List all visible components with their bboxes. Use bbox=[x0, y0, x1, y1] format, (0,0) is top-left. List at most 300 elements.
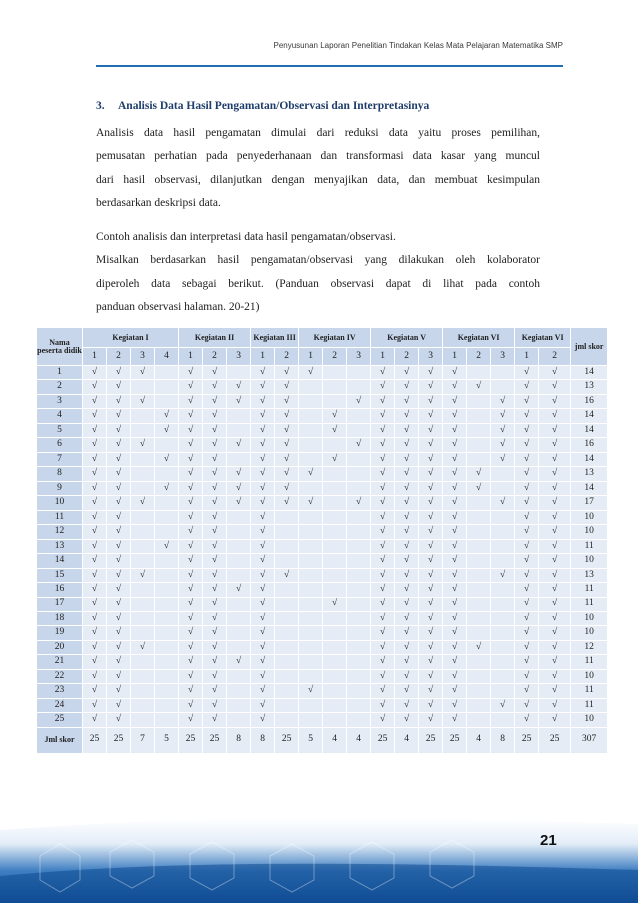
check-cell: √ bbox=[107, 438, 131, 452]
check-cell: √ bbox=[539, 626, 571, 640]
check-cell: √ bbox=[395, 640, 419, 654]
check-cell: √ bbox=[395, 713, 419, 727]
check-cell: √ bbox=[275, 366, 299, 380]
check-cell: √ bbox=[539, 380, 571, 394]
check-cell bbox=[299, 409, 323, 423]
check-cell: √ bbox=[83, 525, 107, 539]
check-cell: √ bbox=[203, 669, 227, 683]
check-cell: √ bbox=[443, 698, 467, 712]
check-cell: √ bbox=[371, 409, 395, 423]
check-cell: √ bbox=[539, 583, 571, 597]
check-cell: √ bbox=[251, 698, 275, 712]
check-cell: √ bbox=[419, 380, 443, 394]
score-cell: 10 bbox=[571, 713, 608, 727]
check-cell: √ bbox=[419, 554, 443, 568]
check-cell: √ bbox=[179, 452, 203, 466]
item-number: 2 bbox=[467, 348, 491, 366]
student-number: 12 bbox=[37, 525, 83, 539]
check-cell: √ bbox=[515, 611, 539, 625]
check-cell: √ bbox=[443, 597, 467, 611]
check-cell bbox=[467, 655, 491, 669]
check-cell: √ bbox=[419, 597, 443, 611]
score-cell: 16 bbox=[571, 394, 608, 408]
student-number: 4 bbox=[37, 409, 83, 423]
check-cell: √ bbox=[251, 366, 275, 380]
check-cell: √ bbox=[419, 438, 443, 452]
check-cell: √ bbox=[395, 684, 419, 698]
check-cell: √ bbox=[107, 496, 131, 510]
check-cell bbox=[491, 640, 515, 654]
check-cell bbox=[347, 583, 371, 597]
check-cell: √ bbox=[251, 539, 275, 553]
check-cell: √ bbox=[419, 366, 443, 380]
item-number: 1 bbox=[83, 348, 107, 366]
check-cell bbox=[155, 655, 179, 669]
check-cell: √ bbox=[251, 626, 275, 640]
check-cell bbox=[491, 510, 515, 524]
check-cell: √ bbox=[275, 568, 299, 582]
check-cell bbox=[131, 539, 155, 553]
check-cell: √ bbox=[395, 409, 419, 423]
check-cell bbox=[299, 394, 323, 408]
column-total: 25 bbox=[371, 727, 395, 753]
check-cell: √ bbox=[371, 583, 395, 597]
check-cell: √ bbox=[107, 611, 131, 625]
check-cell bbox=[323, 583, 347, 597]
check-cell: √ bbox=[275, 467, 299, 481]
check-cell: √ bbox=[443, 452, 467, 466]
kegiatan-header: Kegiatan I bbox=[83, 328, 179, 348]
check-cell: √ bbox=[371, 366, 395, 380]
check-cell bbox=[467, 669, 491, 683]
check-cell bbox=[323, 669, 347, 683]
check-cell: √ bbox=[179, 423, 203, 437]
check-cell bbox=[323, 554, 347, 568]
paragraph-line: diperoleh data sebagai berikut. (Panduan observasi dapat di lihat pada contoh bbox=[96, 277, 540, 290]
check-cell: √ bbox=[395, 380, 419, 394]
check-cell bbox=[155, 583, 179, 597]
check-cell bbox=[347, 510, 371, 524]
table-row bbox=[37, 684, 608, 698]
check-cell: √ bbox=[515, 684, 539, 698]
check-cell: √ bbox=[515, 467, 539, 481]
column-total: 8 bbox=[251, 727, 275, 753]
check-cell: √ bbox=[515, 452, 539, 466]
check-cell bbox=[491, 467, 515, 481]
column-total: 5 bbox=[155, 727, 179, 753]
check-cell: √ bbox=[179, 380, 203, 394]
check-cell: √ bbox=[203, 684, 227, 698]
check-cell: √ bbox=[251, 510, 275, 524]
check-cell: √ bbox=[515, 597, 539, 611]
check-cell: √ bbox=[83, 452, 107, 466]
check-cell: √ bbox=[539, 438, 571, 452]
check-cell: √ bbox=[179, 510, 203, 524]
check-cell: √ bbox=[251, 423, 275, 437]
check-cell bbox=[323, 684, 347, 698]
check-cell bbox=[299, 626, 323, 640]
check-cell: √ bbox=[179, 669, 203, 683]
item-number: 2 bbox=[203, 348, 227, 366]
check-cell: √ bbox=[371, 626, 395, 640]
check-cell: √ bbox=[419, 640, 443, 654]
check-cell: √ bbox=[227, 438, 251, 452]
check-cell: √ bbox=[107, 568, 131, 582]
check-cell bbox=[299, 438, 323, 452]
check-cell bbox=[131, 380, 155, 394]
check-cell bbox=[227, 510, 251, 524]
table-row bbox=[37, 438, 608, 452]
kegiatan-header: Kegiatan V bbox=[371, 328, 443, 348]
table-row bbox=[37, 698, 608, 712]
column-total: 4 bbox=[347, 727, 371, 753]
check-cell: √ bbox=[203, 380, 227, 394]
check-cell: √ bbox=[395, 554, 419, 568]
table-row bbox=[37, 583, 608, 597]
check-cell: √ bbox=[83, 496, 107, 510]
paragraph-line: Misalkan berdasarkan hasil pengamatan/observasi yang dilakukan oleh kolaborator bbox=[96, 254, 540, 267]
check-cell bbox=[347, 409, 371, 423]
check-cell: √ bbox=[155, 423, 179, 437]
check-cell: √ bbox=[515, 409, 539, 423]
check-cell: √ bbox=[419, 525, 443, 539]
check-cell: √ bbox=[443, 423, 467, 437]
student-number: 8 bbox=[37, 467, 83, 481]
check-cell: √ bbox=[179, 481, 203, 495]
check-cell: √ bbox=[179, 698, 203, 712]
check-cell: √ bbox=[83, 583, 107, 597]
check-cell: √ bbox=[539, 510, 571, 524]
check-cell bbox=[131, 655, 155, 669]
check-cell: √ bbox=[419, 655, 443, 669]
check-cell: √ bbox=[107, 467, 131, 481]
check-cell: √ bbox=[419, 684, 443, 698]
check-cell bbox=[347, 554, 371, 568]
check-cell bbox=[299, 611, 323, 625]
check-cell bbox=[227, 554, 251, 568]
check-cell: √ bbox=[515, 525, 539, 539]
check-cell bbox=[347, 481, 371, 495]
check-cell: √ bbox=[155, 452, 179, 466]
check-cell: √ bbox=[515, 380, 539, 394]
check-cell: √ bbox=[203, 583, 227, 597]
check-cell: √ bbox=[491, 496, 515, 510]
check-cell bbox=[131, 467, 155, 481]
check-cell: √ bbox=[107, 423, 131, 437]
check-cell: √ bbox=[419, 611, 443, 625]
check-cell bbox=[467, 611, 491, 625]
check-cell: √ bbox=[275, 423, 299, 437]
item-number: 3 bbox=[491, 348, 515, 366]
check-cell bbox=[299, 539, 323, 553]
check-cell: √ bbox=[155, 481, 179, 495]
check-cell: √ bbox=[515, 554, 539, 568]
check-cell: √ bbox=[323, 597, 347, 611]
check-cell bbox=[323, 481, 347, 495]
check-cell bbox=[155, 510, 179, 524]
check-cell: √ bbox=[443, 366, 467, 380]
check-cell bbox=[323, 713, 347, 727]
check-cell: √ bbox=[83, 698, 107, 712]
check-cell: √ bbox=[155, 539, 179, 553]
check-cell bbox=[299, 597, 323, 611]
check-cell bbox=[155, 626, 179, 640]
check-cell: √ bbox=[419, 568, 443, 582]
check-cell: √ bbox=[203, 554, 227, 568]
check-cell bbox=[347, 568, 371, 582]
student-number: 7 bbox=[37, 452, 83, 466]
check-cell: √ bbox=[275, 481, 299, 495]
check-cell: √ bbox=[83, 684, 107, 698]
check-cell: √ bbox=[443, 438, 467, 452]
check-cell: √ bbox=[443, 467, 467, 481]
check-cell: √ bbox=[371, 510, 395, 524]
check-cell: √ bbox=[539, 684, 571, 698]
check-cell bbox=[323, 640, 347, 654]
check-cell: √ bbox=[395, 423, 419, 437]
student-number: 23 bbox=[37, 684, 83, 698]
check-cell bbox=[275, 597, 299, 611]
check-cell bbox=[491, 554, 515, 568]
table-foot bbox=[37, 727, 608, 753]
check-cell: √ bbox=[203, 467, 227, 481]
check-cell: √ bbox=[107, 380, 131, 394]
check-cell bbox=[155, 438, 179, 452]
score-cell: 11 bbox=[571, 698, 608, 712]
check-cell bbox=[467, 597, 491, 611]
check-cell: √ bbox=[491, 568, 515, 582]
check-cell: √ bbox=[107, 366, 131, 380]
check-cell: √ bbox=[443, 409, 467, 423]
check-cell: √ bbox=[371, 713, 395, 727]
item-number: 2 bbox=[275, 348, 299, 366]
column-total: 5 bbox=[299, 727, 323, 753]
check-cell: √ bbox=[539, 366, 571, 380]
check-cell: √ bbox=[131, 366, 155, 380]
score-cell: 11 bbox=[571, 597, 608, 611]
check-cell: √ bbox=[275, 452, 299, 466]
running-header: Penyusunan Laporan Penelitian Tindakan Kelas Mata Pelajaran Matematika SMP bbox=[273, 41, 563, 50]
check-cell bbox=[491, 539, 515, 553]
check-cell: √ bbox=[419, 626, 443, 640]
item-number: 2 bbox=[323, 348, 347, 366]
table-row bbox=[37, 626, 608, 640]
check-cell: √ bbox=[179, 568, 203, 582]
check-cell bbox=[347, 597, 371, 611]
check-cell: √ bbox=[371, 394, 395, 408]
check-cell: √ bbox=[83, 467, 107, 481]
student-number: 20 bbox=[37, 640, 83, 654]
check-cell: √ bbox=[539, 597, 571, 611]
check-cell: √ bbox=[203, 713, 227, 727]
check-cell bbox=[347, 366, 371, 380]
check-cell: √ bbox=[443, 496, 467, 510]
check-cell: √ bbox=[179, 713, 203, 727]
check-cell: √ bbox=[491, 698, 515, 712]
check-cell: √ bbox=[107, 597, 131, 611]
check-cell: √ bbox=[395, 525, 419, 539]
check-cell: √ bbox=[251, 481, 275, 495]
check-cell bbox=[227, 525, 251, 539]
check-cell: √ bbox=[443, 655, 467, 669]
header-rule bbox=[96, 65, 563, 67]
check-cell: √ bbox=[203, 626, 227, 640]
check-cell: √ bbox=[371, 640, 395, 654]
student-number: 3 bbox=[37, 394, 83, 408]
table-row bbox=[37, 409, 608, 423]
check-cell: √ bbox=[539, 409, 571, 423]
check-cell: √ bbox=[179, 597, 203, 611]
check-cell: √ bbox=[299, 496, 323, 510]
check-cell bbox=[299, 655, 323, 669]
check-cell bbox=[347, 626, 371, 640]
student-number: 18 bbox=[37, 611, 83, 625]
check-cell bbox=[491, 626, 515, 640]
check-cell: √ bbox=[395, 698, 419, 712]
check-cell: √ bbox=[83, 597, 107, 611]
check-cell bbox=[155, 698, 179, 712]
check-cell bbox=[227, 611, 251, 625]
check-cell: √ bbox=[491, 394, 515, 408]
check-cell: √ bbox=[227, 496, 251, 510]
check-cell bbox=[491, 380, 515, 394]
student-number: 22 bbox=[37, 669, 83, 683]
check-cell: √ bbox=[203, 496, 227, 510]
check-cell: √ bbox=[275, 394, 299, 408]
check-cell: √ bbox=[443, 568, 467, 582]
check-cell: √ bbox=[371, 684, 395, 698]
check-cell: √ bbox=[275, 438, 299, 452]
check-cell: √ bbox=[107, 539, 131, 553]
check-cell: √ bbox=[83, 669, 107, 683]
check-cell: √ bbox=[539, 496, 571, 510]
check-cell bbox=[323, 380, 347, 394]
check-cell bbox=[155, 713, 179, 727]
check-cell: √ bbox=[251, 597, 275, 611]
score-cell: 14 bbox=[571, 366, 608, 380]
check-cell bbox=[299, 380, 323, 394]
item-number: 1 bbox=[299, 348, 323, 366]
check-cell: √ bbox=[371, 496, 395, 510]
check-cell: √ bbox=[251, 583, 275, 597]
student-number: 10 bbox=[37, 496, 83, 510]
check-cell bbox=[467, 626, 491, 640]
check-cell: √ bbox=[203, 525, 227, 539]
check-cell: √ bbox=[179, 583, 203, 597]
check-cell: √ bbox=[107, 684, 131, 698]
check-cell: √ bbox=[491, 423, 515, 437]
check-cell: √ bbox=[395, 467, 419, 481]
item-number: 1 bbox=[251, 348, 275, 366]
check-cell: √ bbox=[443, 583, 467, 597]
check-cell: √ bbox=[179, 626, 203, 640]
score-cell: 14 bbox=[571, 409, 608, 423]
score-cell: 16 bbox=[571, 438, 608, 452]
check-cell: √ bbox=[203, 481, 227, 495]
student-number: 21 bbox=[37, 655, 83, 669]
check-cell: √ bbox=[251, 467, 275, 481]
check-cell: √ bbox=[491, 409, 515, 423]
check-cell bbox=[467, 394, 491, 408]
check-cell: √ bbox=[371, 481, 395, 495]
kegiatan-header: Kegiatan II bbox=[179, 328, 251, 348]
check-cell: √ bbox=[419, 539, 443, 553]
student-number: 25 bbox=[37, 713, 83, 727]
check-cell: √ bbox=[299, 684, 323, 698]
check-cell bbox=[347, 525, 371, 539]
check-cell: √ bbox=[491, 452, 515, 466]
paragraph-line: pemusatan perhatian pada penyederhanaan dan transformasi data kasar yang muncul bbox=[96, 150, 540, 163]
check-cell: √ bbox=[515, 496, 539, 510]
check-cell bbox=[491, 525, 515, 539]
check-cell: √ bbox=[371, 554, 395, 568]
check-cell: √ bbox=[347, 394, 371, 408]
check-cell: √ bbox=[227, 467, 251, 481]
check-cell bbox=[323, 626, 347, 640]
check-cell bbox=[323, 438, 347, 452]
footer-band bbox=[0, 816, 638, 903]
check-cell: √ bbox=[107, 554, 131, 568]
check-cell bbox=[299, 554, 323, 568]
column-total: 25 bbox=[539, 727, 571, 753]
check-cell: √ bbox=[539, 452, 571, 466]
check-cell: √ bbox=[443, 525, 467, 539]
student-number: 24 bbox=[37, 698, 83, 712]
column-total: 25 bbox=[203, 727, 227, 753]
check-cell: √ bbox=[539, 539, 571, 553]
check-cell bbox=[275, 554, 299, 568]
item-number: 2 bbox=[395, 348, 419, 366]
check-cell bbox=[275, 713, 299, 727]
check-cell: √ bbox=[395, 597, 419, 611]
check-cell: √ bbox=[107, 409, 131, 423]
check-cell: √ bbox=[515, 539, 539, 553]
score-cell: 14 bbox=[571, 452, 608, 466]
check-cell: √ bbox=[371, 423, 395, 437]
check-cell: √ bbox=[395, 655, 419, 669]
total-row bbox=[37, 727, 608, 753]
check-cell bbox=[227, 423, 251, 437]
check-cell bbox=[155, 366, 179, 380]
check-cell bbox=[275, 626, 299, 640]
table-row bbox=[37, 496, 608, 510]
section-title-text: Analisis Data Hasil Pengamatan/Observasi dan Interpretasinya bbox=[118, 100, 430, 112]
column-total: 25 bbox=[107, 727, 131, 753]
check-cell: √ bbox=[227, 655, 251, 669]
section-title bbox=[96, 100, 429, 112]
check-cell: √ bbox=[203, 597, 227, 611]
check-cell: √ bbox=[323, 452, 347, 466]
check-cell bbox=[155, 496, 179, 510]
column-total: 25 bbox=[83, 727, 107, 753]
check-cell: √ bbox=[83, 611, 107, 625]
check-cell bbox=[131, 525, 155, 539]
check-cell: √ bbox=[179, 554, 203, 568]
table-row bbox=[37, 510, 608, 524]
check-cell: √ bbox=[419, 510, 443, 524]
check-cell: √ bbox=[203, 366, 227, 380]
check-cell: √ bbox=[227, 481, 251, 495]
table-row bbox=[37, 525, 608, 539]
check-cell bbox=[323, 698, 347, 712]
score-cell: 12 bbox=[571, 640, 608, 654]
footer-label: Jml skor bbox=[37, 727, 83, 753]
check-cell: √ bbox=[395, 481, 419, 495]
check-cell: √ bbox=[419, 423, 443, 437]
check-cell bbox=[299, 669, 323, 683]
check-cell bbox=[467, 366, 491, 380]
score-cell: 13 bbox=[571, 568, 608, 582]
